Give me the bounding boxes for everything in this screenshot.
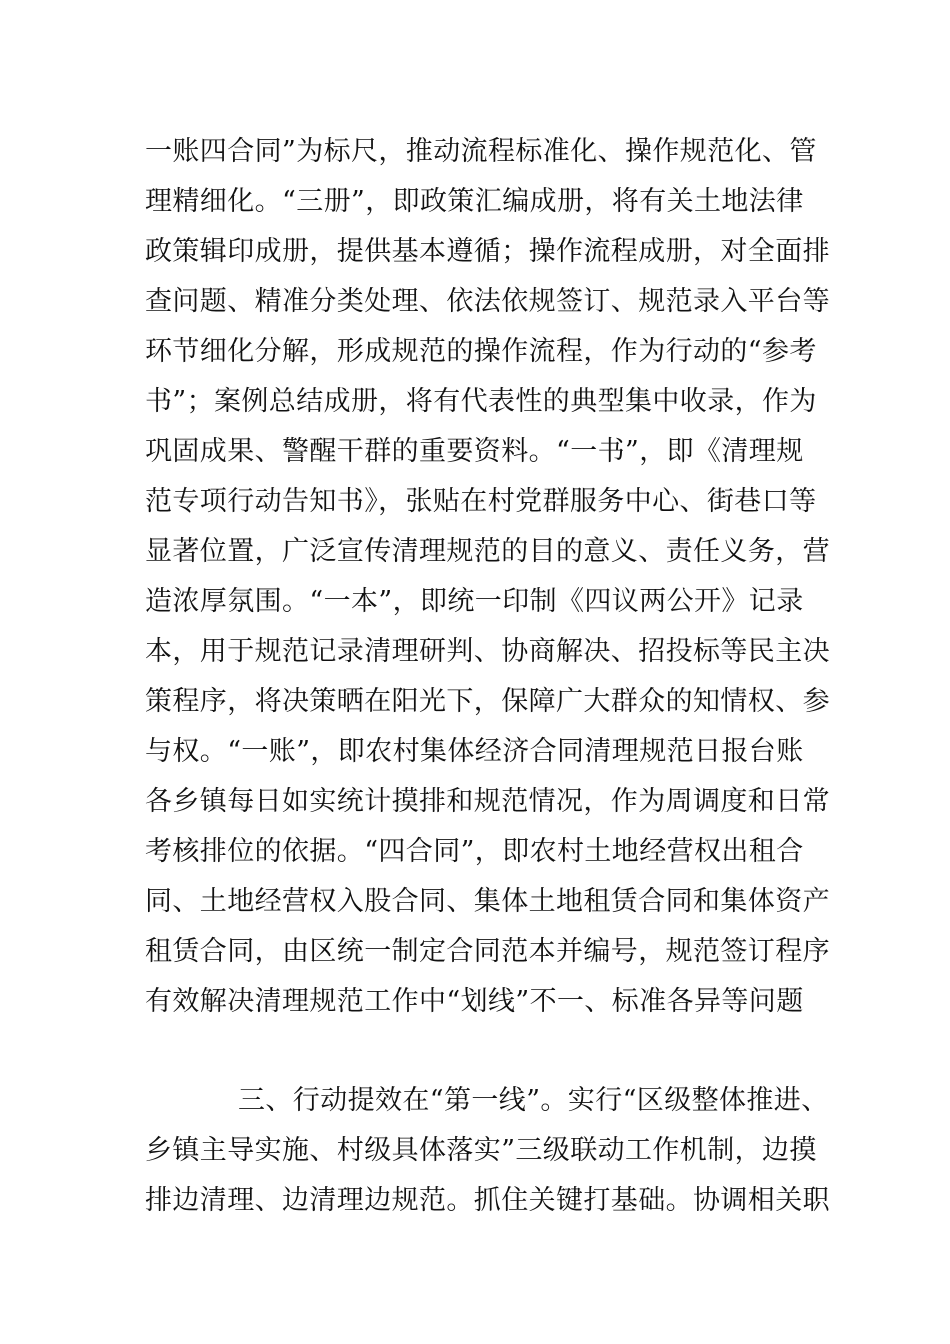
paragraph-line: 与权。“一账”，即农村集体经济合同清理规范日报台账 <box>145 736 804 767</box>
paragraph-line: 巩固成果、警醒干群的重要资料。“一书”，即《清理规 <box>145 436 804 467</box>
paragraph-line: 范专项行动告知书》，张贴在村党群服务中心、街巷口等 <box>145 486 817 517</box>
section-three-heading-line: 三、行动提效在“第一线”。实行“区级整体推进、 <box>238 1085 829 1116</box>
paragraph-line: 策程序，将决策晒在阳光下，保障广大群众的知情权、参 <box>145 686 830 717</box>
paragraph-line: 同、土地经营权入股合同、集体土地租赁合同和集体资产 <box>145 886 830 917</box>
paragraph-line: 显著位置，广泛宣传清理规范的目的意义、责任义务，营 <box>145 536 830 567</box>
paragraph-line: 政策辑印成册，提供基本遵循；操作流程成册，对全面排 <box>145 236 830 267</box>
paragraph-line: 乡镇主导实施、村级具体落实”三级联动工作机制，边摸 <box>145 1135 817 1166</box>
paragraph-line: 查问题、精准分类处理、依法依规签订、规范录入平台等 <box>145 286 830 317</box>
paragraph-line: 各乡镇每日如实统计摸排和规范情况，作为周调度和日常 <box>145 786 830 817</box>
paragraph-line: 理精细化。“三册”，即政策汇编成册，将有关土地法律 <box>145 186 804 217</box>
paragraph-line: 租赁合同，由区统一制定合同范本并编号，规范签订程序 <box>145 936 830 967</box>
paragraph-line: 本，用于规范记录清理研判、协商解决、招投标等民主决 <box>145 636 830 667</box>
paragraph-line: 环节细化分解，形成规范的操作流程，作为行动的“参考 <box>145 336 817 367</box>
paragraph-line: 排边清理、边清理边规范。抓住关键打基础。协调相关职 <box>145 1185 830 1216</box>
paragraph-line: 考核排位的依据。“四合同”，即农村土地经营权出租合 <box>145 836 804 867</box>
paragraph-line: 有效解决清理规范工作中“划线”不一、标准各异等问题 <box>145 986 804 1017</box>
paragraph-line: 造浓厚氛围。“一本”，即统一印制《四议两公开》记录 <box>145 586 804 617</box>
paragraph-line: 书”；案例总结成册，将有代表性的典型集中收录，作为 <box>145 386 817 417</box>
paragraph-line: 一账四合同”为标尺，推动流程标准化、操作规范化、管 <box>145 136 817 167</box>
